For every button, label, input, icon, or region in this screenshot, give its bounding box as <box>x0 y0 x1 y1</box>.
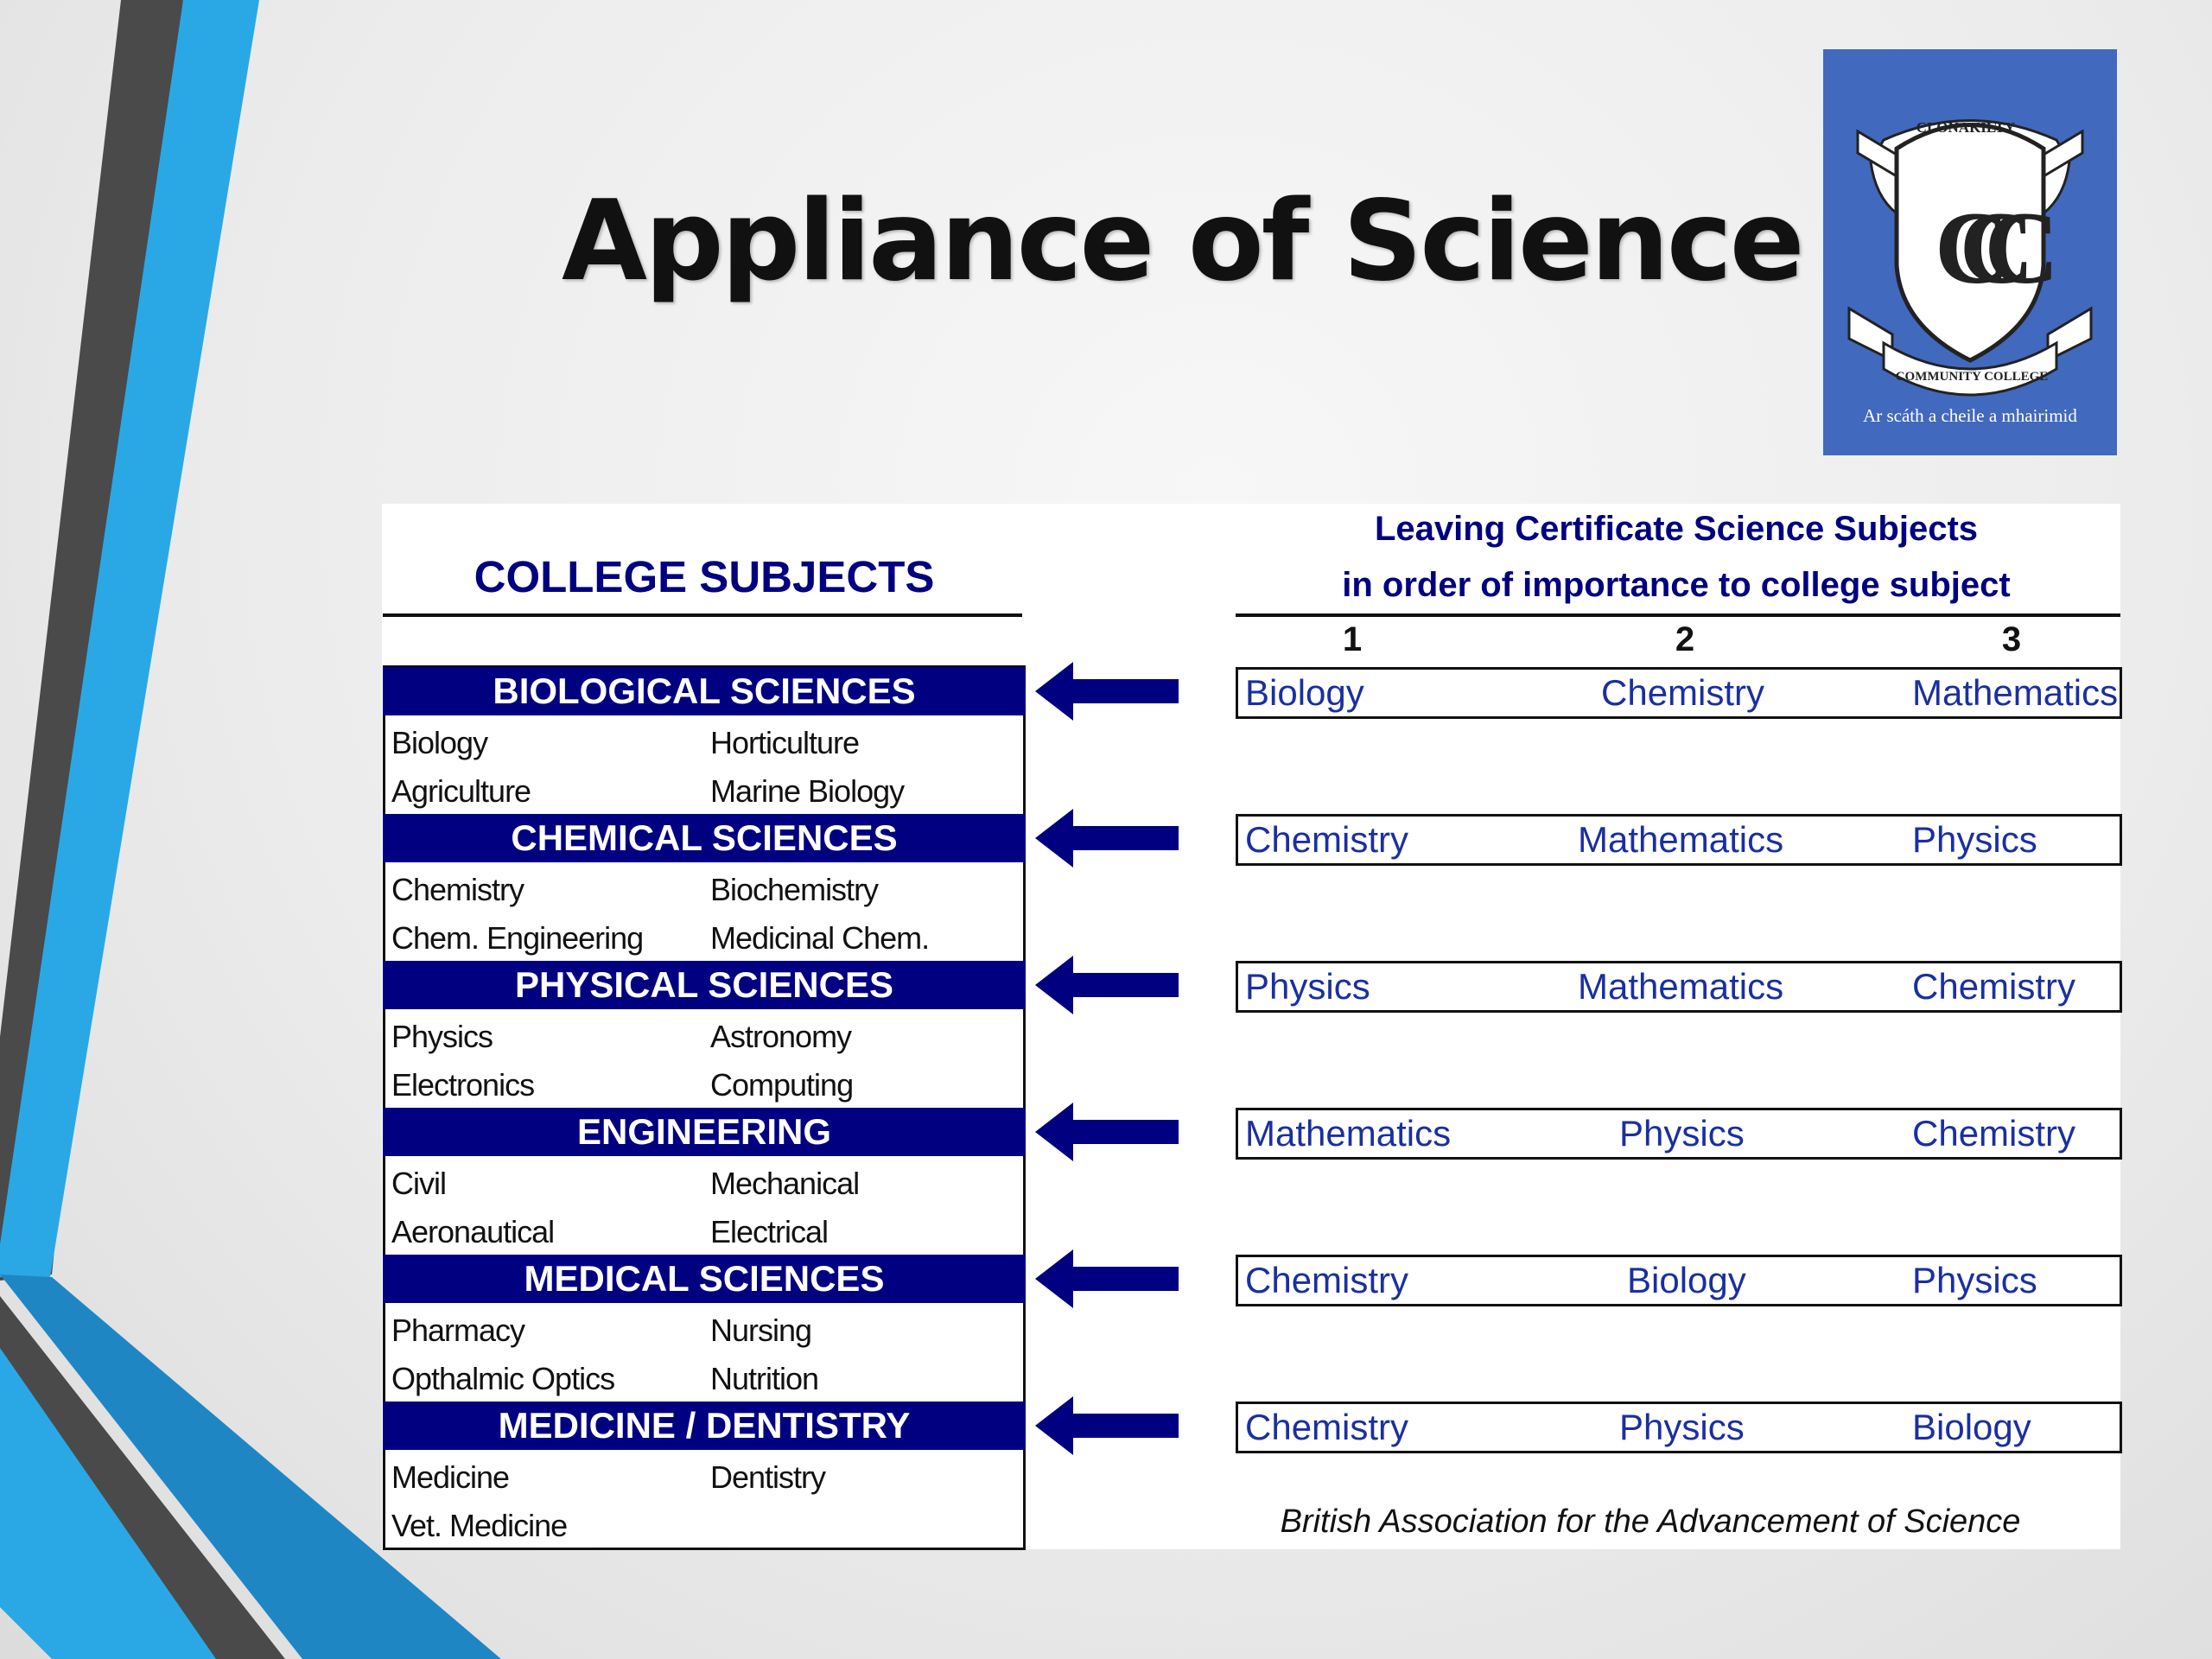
college-subject-item: Marine Biology <box>710 773 905 809</box>
college-subject-item: Aeronautical <box>391 1214 555 1249</box>
lc-heading-line2: in order of importance to college subject <box>1342 566 2011 604</box>
college-logo <box>1823 49 2117 455</box>
lc-subject-rank3: Chemistry <box>1912 1113 2076 1154</box>
college-subject-item: Electronics <box>391 1067 535 1103</box>
arrow-left-icon <box>1035 1097 1180 1166</box>
lc-subjects-row-biological <box>1236 667 2122 719</box>
college-subject-item: Horticulture <box>710 725 860 760</box>
slide-title: Appliance of Science <box>562 177 1802 306</box>
lc-subjects-row-medical <box>1236 1255 2122 1306</box>
lc-subject-rank2: Chemistry <box>1601 672 1765 713</box>
lc-subject-rank1: Chemistry <box>1245 1260 1409 1300</box>
college-subject-item: Electrical <box>710 1214 829 1249</box>
college-subject-item: Pharmacy <box>391 1313 525 1348</box>
college-subject-item: Civil <box>391 1166 446 1201</box>
lc-subject-rank1: Chemistry <box>1245 819 1409 860</box>
lc-subject-rank1: Mathematics <box>1245 1113 1452 1154</box>
college-subject-item: Biochemistry <box>710 872 879 907</box>
arrow-left-icon <box>1035 804 1180 873</box>
college-subject-item: Medicine <box>391 1459 510 1495</box>
lc-subjects-row-medicine-dentistry <box>1236 1402 2122 1453</box>
lc-subject-rank3: Mathematics <box>1912 672 2119 713</box>
arrow-left-icon <box>1035 950 1180 1020</box>
heading-rule-right <box>1236 613 2120 617</box>
logo-bottom-text: COMMUNITY COLLEGE <box>1895 370 2049 384</box>
lc-subject-rank1: Biology <box>1245 672 1364 713</box>
category-header-chemical: CHEMICAL SCIENCES <box>383 814 1026 862</box>
arrow-left-icon <box>1035 1244 1180 1313</box>
college-subject-item: Biology <box>391 725 488 760</box>
college-subject-item: Vet. Medicine <box>391 1508 568 1543</box>
arrow-left-icon <box>1035 657 1180 726</box>
heading-rule-left <box>383 613 1022 617</box>
lc-subject-rank3: Biology <box>1912 1407 2031 1447</box>
source-citation: British Association for the Advancement of Science <box>1280 1503 2021 1540</box>
category-header-medicine-dentistry: MEDICINE / DENTISTRY <box>383 1402 1026 1450</box>
college-subject-item: Chem. Engineering <box>391 920 644 956</box>
college-subject-item: Opthalmic Optics <box>391 1361 615 1396</box>
college-subject-item: Agriculture <box>391 773 531 809</box>
lc-subject-rank3: Chemistry <box>1912 966 2076 1007</box>
rank-2: 2 <box>1675 620 1695 658</box>
lc-subjects-row-chemical <box>1236 814 2122 866</box>
category-header-physical: PHYSICAL SCIENCES <box>383 961 1026 1009</box>
college-subject-item: Dentistry <box>710 1459 826 1495</box>
logo-monogram: CCC <box>1935 190 2009 305</box>
college-subject-item: Nursing <box>710 1313 812 1348</box>
college-subject-item: Physics <box>391 1019 493 1054</box>
college-subject-item: Mechanical <box>710 1166 860 1201</box>
lc-subjects-row-engineering <box>1236 1108 2122 1160</box>
lc-heading-line1: Leaving Certificate Science Subjects <box>1374 510 1979 548</box>
lc-subject-rank3: Physics <box>1912 819 2037 860</box>
lc-subject-rank2: Biology <box>1627 1260 1746 1300</box>
lc-subject-rank2: Physics <box>1619 1113 1745 1154</box>
lc-subjects-row-physical <box>1236 961 2122 1013</box>
college-subject-item: Nutrition <box>710 1361 819 1396</box>
logo-motto: Ar scáth a cheile a mhairimid <box>1863 405 2077 426</box>
arrow-left-icon <box>1035 1391 1180 1460</box>
lc-subject-rank2: Physics <box>1619 1407 1745 1447</box>
category-header-biological: BIOLOGICAL SCIENCES <box>383 667 1026 715</box>
lc-subject-rank2: Mathematics <box>1578 819 1784 860</box>
rank-1: 1 <box>1342 620 1363 658</box>
lc-subject-rank2: Mathematics <box>1578 966 1784 1007</box>
logo-top-text: CLONAKILTY <box>1916 119 2016 136</box>
college-subject-item: Medicinal Chem. <box>710 920 930 956</box>
college-subject-item: Chemistry <box>391 872 524 907</box>
lc-subject-rank1: Physics <box>1245 966 1370 1007</box>
lc-subject-rank1: Chemistry <box>1245 1407 1409 1447</box>
category-header-medical: MEDICAL SCIENCES <box>383 1255 1026 1303</box>
lc-subject-rank3: Physics <box>1912 1260 2037 1300</box>
college-subjects-heading: COLLEGE SUBJECTS <box>474 552 935 601</box>
college-subject-item: Astronomy <box>710 1019 852 1054</box>
college-subject-item: Computing <box>710 1067 854 1103</box>
category-header-engineering: ENGINEERING <box>383 1108 1026 1156</box>
rank-3: 3 <box>2001 620 2022 658</box>
